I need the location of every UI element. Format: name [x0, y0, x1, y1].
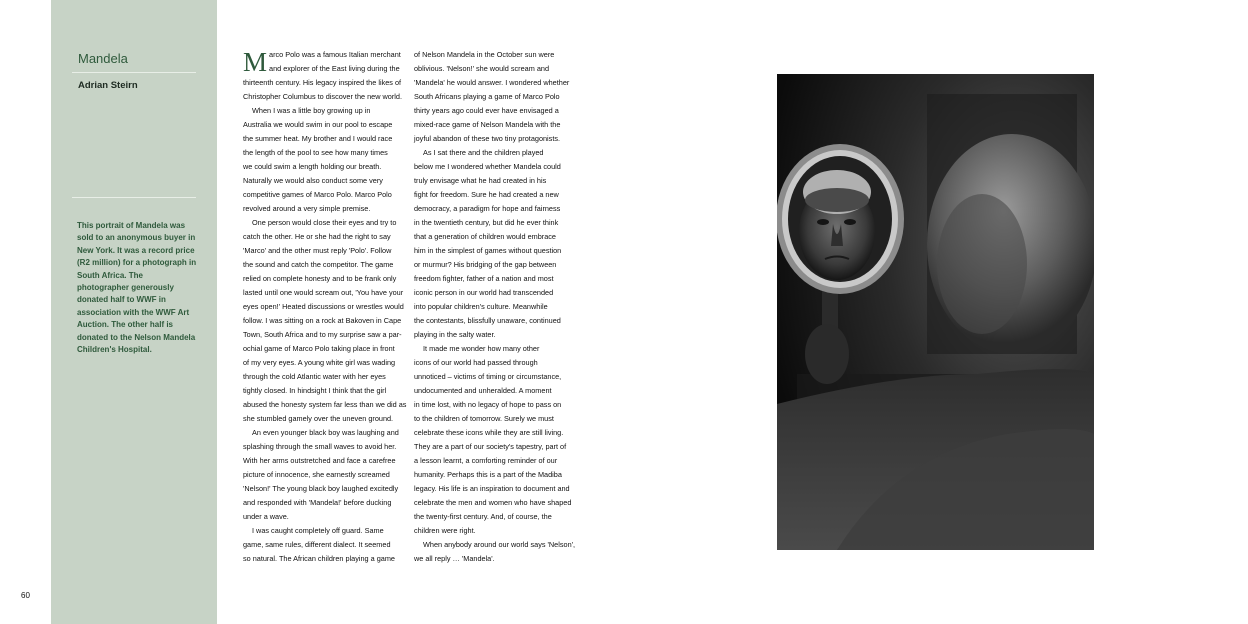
- article-line: An even younger black boy was laughing and: [252, 428, 399, 437]
- article-line: catch the other. He or she had the right to say: [243, 232, 391, 241]
- portrait-photo: [777, 74, 1094, 550]
- photo-caption: This portrait of Mandela was sold to an anonymous buyer in New York. It was a record price (R2 million) for a photograph in South Africa. The photographer generously donated half to WWF in association with the WWF Art Auction. The other half is donated to the Nelson Mandela Children's Hospital.: [77, 221, 197, 355]
- article-line: thirty years ago could ever have envisaged a: [414, 106, 559, 115]
- article-line: democracy, a paradigm for hope and fairness: [414, 204, 561, 213]
- title-divider: [72, 72, 196, 73]
- article-line: One person would close their eyes and try to: [252, 218, 397, 227]
- article-line: follow. I was sitting on a rock at Bakoven in Cape: [243, 316, 402, 325]
- article-line: so natural. The African children playing a game: [243, 554, 395, 563]
- article-line: relied on complete honesty and to be frank only: [243, 274, 397, 283]
- article-line: abused the honesty system far less than we did as: [243, 400, 407, 409]
- article-line: iconic person in our world had transcended: [414, 288, 554, 297]
- article-line: It made me wonder how many other: [423, 344, 540, 353]
- article-line: Town, South Africa and to my surprise saw a par-: [243, 330, 402, 339]
- article-column-2: [414, 48, 579, 566]
- article-line: Naturally we would also conduct some very: [243, 176, 383, 185]
- article-line: When I was a little boy growing up in: [252, 106, 371, 115]
- article-line: splashing through the small waves to avoid her.: [243, 442, 397, 451]
- article-line: 'Mandela' he would answer. I wondered whether: [414, 78, 570, 87]
- article-line: the sound and catch the competitor. The game: [243, 260, 394, 269]
- article-line: the summer heat. My brother and I would race: [243, 134, 393, 143]
- article-line: 'Marco' and the other must reply 'Polo'. Follow: [243, 246, 392, 255]
- article-line: of Nelson Mandela in the October sun were: [414, 50, 555, 59]
- author-name: Adrian Steirn: [78, 80, 138, 91]
- article-line: 'Nelson!' The young black boy laughed excitedly: [243, 484, 399, 493]
- article-line: in time lost, with no legacy of hope to pass on: [414, 400, 562, 409]
- sidebar-panel: [51, 0, 217, 624]
- article-line: through the cold Atlantic water with her eyes: [243, 372, 386, 381]
- article-line: Christopher Columbus to discover the new world.: [243, 92, 402, 101]
- article-line: humanity. Perhaps this is a part of the Madiba: [414, 470, 562, 479]
- article-line: freedom fighter, father of a nation and most: [414, 274, 554, 283]
- article-line: revolved around a very simple premise.: [243, 204, 371, 213]
- article-line: the length of the pool to see how many times: [243, 148, 388, 157]
- article-line: When anybody around our world says 'Nelson',: [423, 540, 576, 549]
- article-line: and responded with 'Mandela!' before ducking: [243, 498, 392, 507]
- article-line: unnoticed – victims of timing or circumstance,: [414, 372, 562, 381]
- caption-divider: [72, 197, 196, 198]
- article-line: she stumbled gamely over the uneven ground.: [243, 414, 394, 423]
- article-line: into popular children's culture. Meanwhile: [414, 302, 548, 311]
- article-line: celebrate these icons while they are still living.: [414, 428, 564, 437]
- article-line: I was caught completely off guard. Same: [252, 526, 384, 535]
- article-line: legacy. His life is an inspiration to document and: [414, 484, 570, 493]
- article-line: South Africans playing a game of Marco Polo: [414, 92, 560, 101]
- article-line: eyes open!' Heated discussions or wrestles would: [243, 302, 404, 311]
- article-line: celebrate the men and women who have shaped: [414, 498, 572, 507]
- article-line: in the twentieth century, but did he ever think: [414, 218, 559, 227]
- article-line: that a generation of children would embrace: [414, 232, 556, 241]
- article-line: fight for freedom. Sure he had created a new: [414, 190, 559, 199]
- article-line: under a wave.: [243, 512, 289, 521]
- article-line: They are a part of our society's tapestry, part of: [414, 442, 567, 451]
- article-line: and explorer of the East living during the: [269, 64, 400, 73]
- article-line: a lesson learnt, a comforting reminder of our: [414, 456, 558, 465]
- section-title: Mandela: [78, 51, 128, 66]
- article-line: joyful abandon of these two tiny protagonists.: [414, 134, 561, 143]
- article-line: icons of our world had passed through: [414, 358, 538, 367]
- article-line: tightly closed. In hindsight I think that the girl: [243, 386, 387, 395]
- article-line: playing in the salty water.: [414, 330, 496, 339]
- article-line: picture of innocence, she earnestly screamed: [243, 470, 390, 479]
- article-line: we could swim a length holding our breath.: [243, 162, 382, 171]
- article-line: arco Polo was a famous Italian merchant: [269, 50, 401, 59]
- article-line: children were right.: [414, 526, 476, 535]
- article-line: the twenty-first century. And, of course, the: [414, 512, 552, 521]
- article-line: oblivious. 'Nelson!' she would scream and: [414, 64, 550, 73]
- article-line: to the children of tomorrow. Surely we must: [414, 414, 554, 423]
- article-line: the contestants, blissfully unaware, continued: [414, 316, 561, 325]
- article-line: Australia we would swim in our pool to escape: [243, 120, 393, 129]
- article-line: game, same rules, different dialect. It seemed: [243, 540, 391, 549]
- article-line: competitive games of Marco Polo. Marco Polo: [243, 190, 392, 199]
- article-line: lasted until one would scream out, 'You have your: [243, 288, 404, 297]
- article-line: or murmur? His bridging of the gap between: [414, 260, 557, 269]
- article-line: we all reply … 'Mandela'.: [414, 554, 495, 563]
- article-line: of my very eyes. A young white girl was wading: [243, 358, 396, 367]
- article-column-1: [243, 48, 408, 566]
- article-line: undocumented and unheralded. A moment: [414, 386, 552, 395]
- article-line: truly envisage what he had created in his: [414, 176, 547, 185]
- article-line: mixed-race game of Nelson Mandela with the: [414, 120, 561, 129]
- mandela-mirror-portrait-icon: [777, 74, 1094, 550]
- drop-cap: M: [243, 47, 268, 77]
- article-line: With her arms outstretched and face a carefree: [243, 456, 396, 465]
- article-line: below me I wondered whether Mandela could: [414, 162, 561, 171]
- article-line: thirteenth century. His legacy inspired the likes of: [243, 78, 402, 87]
- article-line: him in the simplest of games without question: [414, 246, 562, 255]
- page-number: 60: [21, 591, 30, 600]
- article-line: ochial game of Marco Polo taking place in front: [243, 344, 395, 353]
- article-line: As I sat there and the children played: [423, 148, 544, 157]
